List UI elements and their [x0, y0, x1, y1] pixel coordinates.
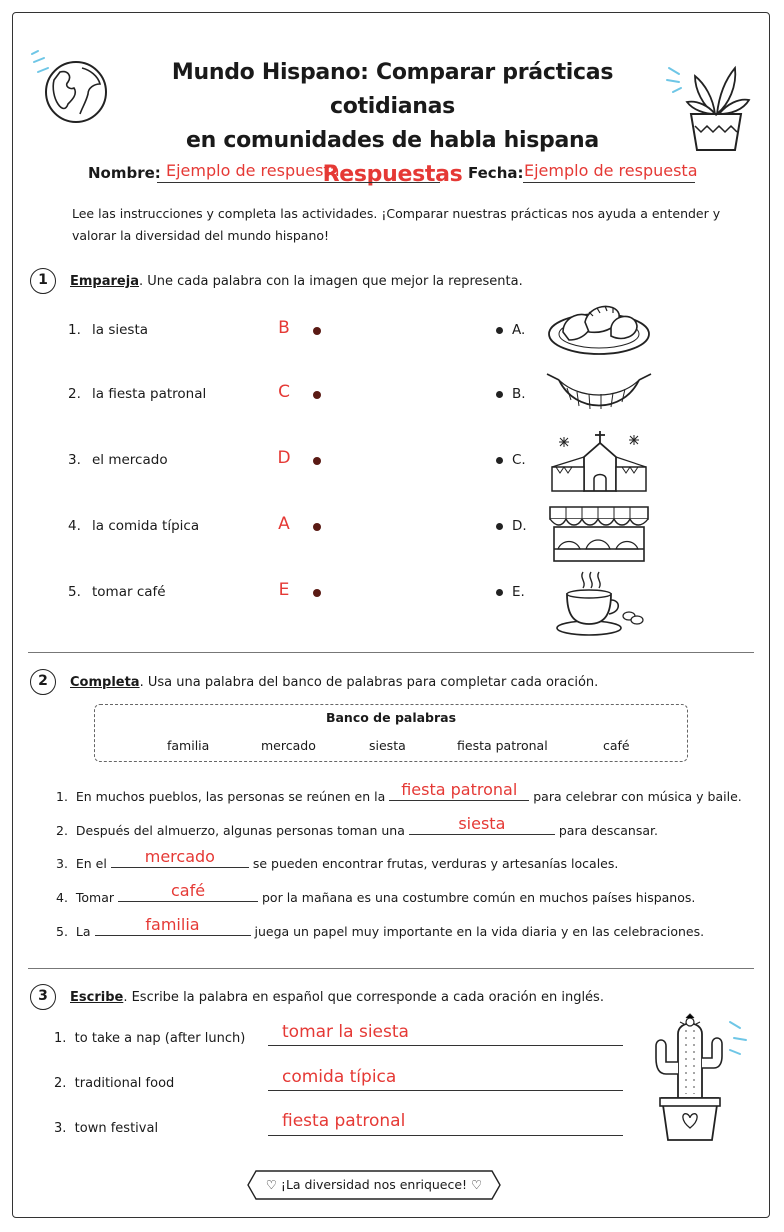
- sentence-2: [56, 814, 658, 838]
- write-item-1: [54, 1031, 245, 1046]
- match-answer: E: [278, 580, 290, 600]
- match-image-letter: A.: [512, 322, 526, 338]
- market-stall-icon: [548, 505, 650, 563]
- word-bank-item: siesta: [369, 738, 406, 753]
- sentence-number: 1.: [56, 789, 68, 804]
- word-bank-item: fiesta patronal: [457, 738, 548, 753]
- potted-plant-icon: [665, 58, 760, 158]
- write-item-text: town festival: [74, 1121, 159, 1136]
- section-divider-2: [28, 968, 754, 969]
- sentence-text: Después del almuerzo, algunas personas toman una: [75, 823, 405, 838]
- word-bank: [94, 704, 688, 762]
- match-dot-left[interactable]: [313, 523, 321, 531]
- sentence-text: Tomar: [75, 890, 115, 905]
- intro-text: Lee las instrucciones y completa las actividades. ¡Comparar nuestras prácticas nos ayuda a entender y valorar la diversidad del mundo hispano!: [72, 206, 721, 243]
- title-line-2-text: en comunidades de habla hispana: [186, 128, 599, 153]
- match-item-number: 2.: [68, 386, 81, 402]
- section-2-title: Completa: [70, 675, 140, 690]
- title-line-1: Mundo Hispano: Comparar prácticas cotidianas: [171, 60, 614, 119]
- match-dot-right[interactable]: [496, 523, 503, 530]
- section-2-heading: [70, 675, 598, 690]
- section-1-heading: [70, 274, 523, 289]
- write-item-text: traditional food: [74, 1076, 175, 1091]
- match-item-label: el mercado: [92, 452, 168, 468]
- coffee-cup-icon: [553, 570, 648, 638]
- write-answer-3: fiesta patronal: [282, 1111, 406, 1131]
- write-item-number: 1.: [54, 1031, 67, 1046]
- match-dot-left[interactable]: [313, 457, 321, 465]
- word-bank-item: mercado: [261, 738, 316, 753]
- sentence-number: 5.: [56, 924, 68, 939]
- match-item-number: 4.: [68, 518, 81, 534]
- write-item-text: to take a nap (after lunch): [74, 1031, 246, 1046]
- write-line-3[interactable]: [268, 1135, 623, 1136]
- match-item-label: la comida típica: [92, 518, 200, 534]
- sentence-1: [56, 780, 742, 804]
- write-answer-1: tomar la siesta: [282, 1022, 409, 1042]
- sentence-number: 2.: [56, 823, 68, 838]
- sentence-text: juega un papel muy importante en la vida diaria y en las celebraciones.: [254, 924, 705, 939]
- blank-answer: mercado: [144, 847, 215, 866]
- match-image-letter: D.: [512, 518, 527, 534]
- sentence-text: En muchos pueblos, las personas se reúnen en la: [75, 789, 386, 804]
- match-dot-right[interactable]: [496, 327, 503, 334]
- match-answer: C: [278, 382, 290, 402]
- word-bank-title: Banco de palabras: [325, 710, 457, 725]
- section-3-number: 3: [30, 984, 56, 1010]
- match-item-number: 5.: [68, 584, 81, 600]
- blank-answer: café: [170, 881, 206, 900]
- match-item-label: la fiesta patronal: [92, 386, 207, 402]
- section-1-instructions: . Une cada palabra con la imagen que mejor la representa.: [138, 274, 523, 289]
- match-dot-right[interactable]: [496, 391, 503, 398]
- match-dot-left[interactable]: [313, 391, 321, 399]
- match-dot-right[interactable]: [496, 457, 503, 464]
- name-label: Nombre:: [88, 164, 161, 182]
- sentence-text: se pueden encontrar frutas, verduras y artesanías locales.: [252, 856, 619, 871]
- church-festival-icon: [548, 427, 650, 495]
- blank-answer: fiesta patronal: [401, 780, 518, 799]
- sentence-3: [56, 847, 619, 871]
- match-dot-left[interactable]: [313, 589, 321, 597]
- sentence-text: por la mañana es una costumbre común en muchos países hispanos.: [262, 890, 696, 905]
- write-line-2[interactable]: [268, 1090, 623, 1091]
- match-image-letter: B.: [512, 386, 526, 402]
- sentence-text: para descansar.: [558, 823, 658, 838]
- blank-answer: siesta: [458, 814, 506, 833]
- fill-blank[interactable]: [409, 814, 555, 835]
- match-item-label: tomar café: [92, 584, 166, 600]
- fill-blank[interactable]: [95, 915, 251, 936]
- match-answer: B: [278, 318, 290, 338]
- section-1-title: Empareja: [70, 274, 139, 289]
- write-item-2: [54, 1076, 174, 1091]
- match-answer: A: [278, 514, 290, 534]
- sentence-text: En el: [75, 856, 107, 871]
- hammock-icon: [545, 370, 653, 418]
- match-dot-right[interactable]: [496, 589, 503, 596]
- write-item-number: 2.: [54, 1076, 67, 1091]
- title-answers-label: Respuestas: [322, 162, 463, 187]
- fill-blank[interactable]: [389, 780, 529, 801]
- section-3-title: Escribe: [70, 990, 124, 1005]
- section-2-instructions: . Usa una palabra del banco de palabras para completar cada oración.: [139, 675, 599, 690]
- section-3-instructions: . Escribe la palabra en español que corresponde a cada oración en inglés.: [123, 990, 604, 1005]
- match-image-letter: C.: [512, 452, 526, 468]
- section-divider-1: [28, 652, 754, 653]
- word-bank-item: café: [603, 738, 630, 753]
- name-value: Ejemplo de respuesta: [166, 161, 340, 180]
- section-1-number: 1: [30, 268, 56, 294]
- word-bank-item: familia: [167, 738, 210, 753]
- footer-text: ♡ ¡La diversidad nos enriquece! ♡: [265, 1177, 483, 1192]
- cactus-icon: [650, 1014, 750, 1144]
- match-item-label: la siesta: [92, 322, 149, 338]
- footer-banner: [246, 1170, 502, 1200]
- date-value: Ejemplo de respuesta: [524, 161, 698, 180]
- globe-icon: [28, 48, 118, 128]
- match-item-number: 3.: [68, 452, 81, 468]
- empanadas-plate-icon: [545, 296, 653, 358]
- sentence-text: para celebrar con música y baile.: [533, 789, 742, 804]
- sentence-4: [56, 881, 696, 905]
- blank-answer: familia: [145, 915, 200, 934]
- date-field[interactable]: [523, 182, 695, 183]
- write-answer-2: comida típica: [282, 1067, 397, 1087]
- match-item-number: 1.: [68, 322, 81, 338]
- sentence-number: 4.: [56, 890, 68, 905]
- match-dot-left[interactable]: [313, 327, 321, 335]
- sentence-text: La: [75, 924, 91, 939]
- sentence-5: [56, 915, 705, 939]
- write-item-number: 3.: [54, 1121, 67, 1136]
- write-item-3: [54, 1121, 158, 1136]
- sentence-number: 3.: [56, 856, 68, 871]
- match-image-letter: E.: [512, 584, 525, 600]
- fill-blank[interactable]: [111, 847, 249, 868]
- section-3-heading: [70, 990, 604, 1005]
- fill-blank[interactable]: [118, 881, 258, 902]
- match-answer: D: [277, 448, 291, 468]
- name-field[interactable]: [157, 182, 440, 183]
- write-line-1[interactable]: [268, 1045, 623, 1046]
- date-label: Fecha:: [468, 164, 524, 182]
- section-2-number: 2: [30, 669, 56, 695]
